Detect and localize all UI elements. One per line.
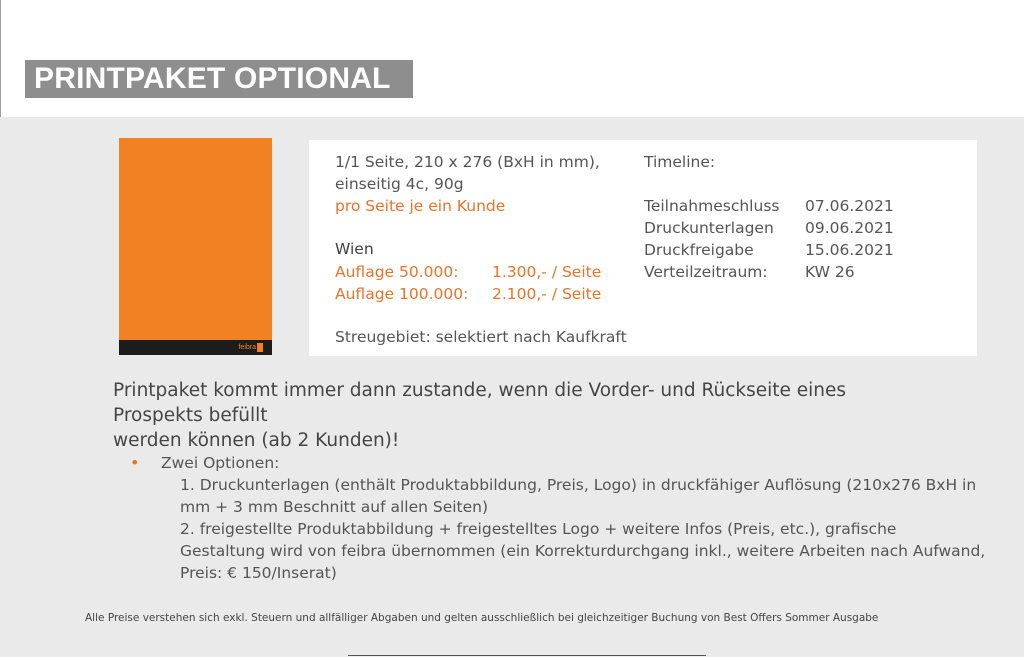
page-title: PRINTPAKET OPTIONAL (25, 60, 413, 98)
timeline-value-3: 15.06.2021 (805, 241, 894, 259)
timeline-label-4: Verteilzeitraum: (644, 263, 768, 281)
headline (113, 378, 933, 453)
option-2-line-1: 2. freigestellte Produktabbildung + freigestelltes Logo + weitere Infos (Preis, etc.), grafische (180, 520, 897, 538)
option-2-line-3: Preis: € 150/Inserat) (180, 564, 337, 582)
bullet-icon: • (130, 453, 140, 472)
timeline-label-3: Druckfreigabe (644, 241, 754, 259)
timeline-value-4: KW 26 (805, 263, 855, 281)
timeline-value-1: 07.06.2021 (805, 197, 894, 215)
run-2-price: 2.100,- / Seite (492, 285, 602, 303)
per-page-note: pro Seite je ein Kunde (335, 197, 506, 215)
flyer-preview-image (119, 138, 272, 355)
run-1-label: Auflage 50.000: (335, 263, 459, 281)
distribution-note: Streugebiet: selektiert nach Kaufkraft (335, 328, 627, 346)
options-title: Zwei Optionen: (161, 454, 280, 472)
region-label: Wien (335, 240, 374, 258)
feibra-logo: feibra (238, 343, 263, 353)
timeline-label-1: Teilnahmeschluss (644, 197, 780, 215)
headline-line-1: Printpaket kommt immer dann zustande, wenn die Vorder- und Rückseite eines Prospekts befüllt (113, 380, 847, 426)
option-1-line-2: mm + 3 mm Beschnitt auf allen Seiten) (180, 498, 489, 516)
headline-line-2: werden können (ab 2 Kunden)! (113, 430, 400, 451)
option-1-line-1: 1. Druckunterlagen (enthält Produktabbildung, Preis, Logo) in druckfähiger Auflösung (210x276 BxH in (180, 476, 977, 494)
timeline-value-2: 09.06.2021 (805, 219, 894, 237)
run-2-label: Auflage 100.000: (335, 285, 469, 303)
bottom-divider (348, 655, 706, 656)
flyer-footer-bar (119, 340, 272, 355)
option-2-line-2: Gestaltung wird von feibra übernommen (ein Korrekturdurchgang inkl., weitere Arbeiten nach Aufwand, (180, 542, 986, 560)
info-card (309, 140, 977, 356)
price-footnote: Alle Preise verstehen sich exkl. Steuern und allfälliger Abgaben und gelten ausschließlich bei gleichzeitiger Buchung von Best Offers Sommer Ausgabe (85, 612, 879, 624)
timeline-heading: Timeline: (644, 153, 716, 171)
run-1-price: 1.300,- / Seite (492, 263, 602, 281)
format-line-2: einseitig 4c, 90g (335, 175, 464, 193)
format-line-1: 1/1 Seite, 210 x 276 (BxH in mm), (335, 153, 600, 171)
timeline-label-2: Druckunterlagen (644, 219, 774, 237)
